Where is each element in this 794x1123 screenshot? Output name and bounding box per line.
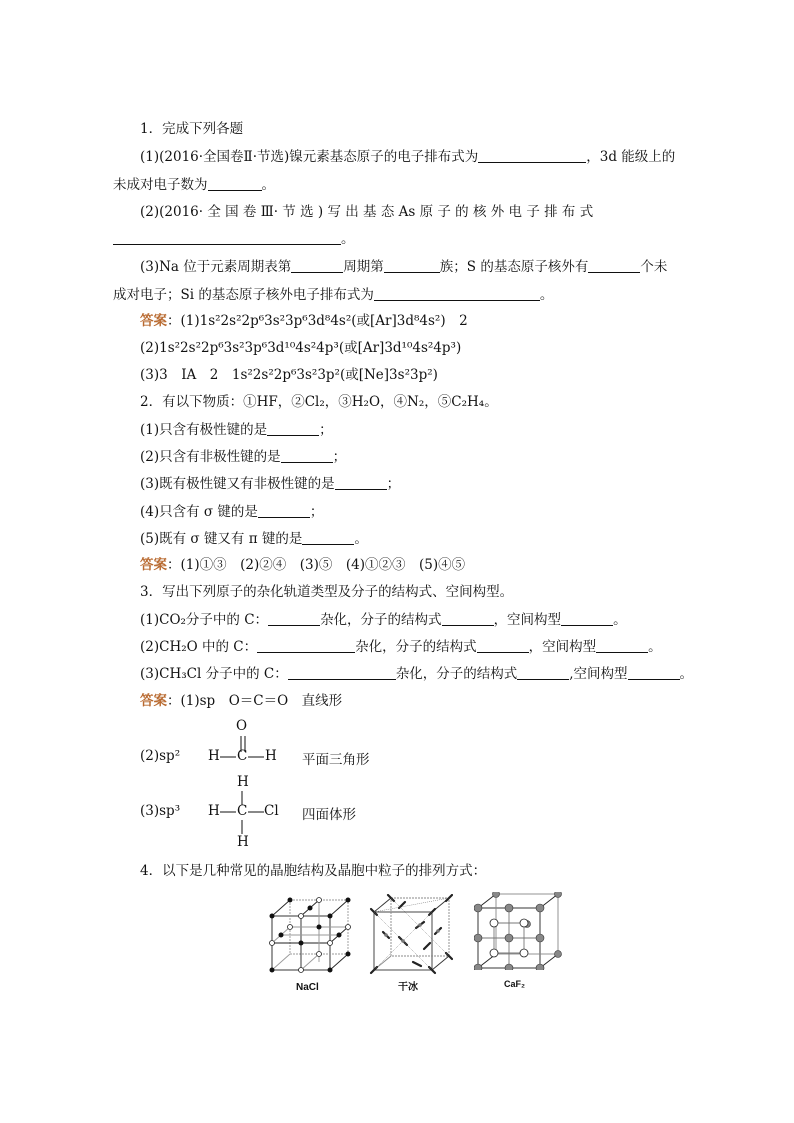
blank[interactable]: [374, 286, 540, 301]
caf2-label: CaF₂: [504, 979, 526, 989]
formaldehyde-h-left: H: [208, 748, 220, 764]
blank[interactable]: [561, 611, 613, 626]
blank[interactable]: [267, 421, 319, 436]
blank[interactable]: [288, 665, 396, 680]
dry-ice-label: 干冰: [398, 982, 418, 993]
q1-part1-line1: (1)(2016·全国卷Ⅱ·节选)镍元素基态原子的电子排布式为 ，3d 能级上的: [140, 149, 676, 165]
q2-item-1: (1)只含有极性键的是 ；: [140, 422, 333, 438]
blank[interactable]: [302, 530, 354, 545]
nacl-crystal-diagram: [268, 896, 354, 974]
bond-line: [248, 811, 264, 814]
blank[interactable]: [291, 258, 343, 273]
caf2-crystal-diagram: [474, 892, 562, 970]
q3-title: 3．写出下列原子的杂化轨道类型及分子的结构式、空间构型。: [140, 584, 514, 600]
q3-item-3: (3)CH₃Cl 分子中的 C： 杂化，分子的结构式 ,空间构型 。: [140, 666, 693, 682]
blank[interactable]: [442, 611, 494, 626]
q2-item-2: (2)只含有非极性键的是 ；: [140, 449, 347, 465]
q3-answer-1: 答案：(1)sp O＝C＝O 直线形: [140, 693, 343, 709]
q4-title: 4．以下是几种常见的晶胞结构及晶胞中粒子的排列方式：: [140, 863, 487, 879]
q1-part3-line1: (3)Na 位于元素周期表第 周期第 族；S 的基态原子核外有 个未: [140, 259, 668, 275]
q1-part2-line2: 。: [113, 229, 355, 249]
q2-item-5: (5)既有 σ 键又有 π 键的是 。: [140, 531, 368, 547]
q1-answer-3: (3)3 IA 2 1s²2s²2p⁶3s²3p²(或[Ne]3s²3p²): [140, 367, 438, 383]
q1-part2-line1: (2)(2016· 全 国 卷 Ⅲ· 节 选 ) 写 出 基 态 As 原 子 的 核 外 电 子 排 布 式: [140, 204, 594, 220]
dry-ice-crystal-diagram: [369, 894, 453, 976]
bond-line: [248, 756, 264, 759]
blank[interactable]: [257, 638, 355, 653]
q2-item-4: (4)只含有 σ 键的是 ；: [140, 504, 324, 520]
bond-line: [220, 756, 236, 759]
nacl-label: NaCl: [296, 982, 319, 993]
q1-answer-1: 答案：(1)1s²2s²2p⁶3s²3p⁶3d⁸4s²(或[Ar]3d⁸4s²) 2: [140, 313, 468, 329]
q2-answer: 答案：(1)①③ (2)②④ (3)⑤ (4)①②③ (5)④⑤: [140, 557, 466, 573]
blank[interactable]: [477, 638, 529, 653]
blank[interactable]: [335, 475, 387, 490]
q2-item-3: (3)既有极性键又有非极性键的是 ；: [140, 476, 401, 492]
blank[interactable]: [517, 665, 569, 680]
blank[interactable]: [384, 258, 440, 273]
blank[interactable]: [628, 665, 680, 680]
q3-item-2: (2)CH₂O 中的 C： 杂化，分子的结构式 ，空间构型 。: [140, 639, 662, 655]
formaldehyde-c: C: [237, 748, 248, 764]
formaldehyde-h-right: H: [265, 748, 277, 764]
blank[interactable]: [596, 638, 648, 653]
q3-item-1: (1)CO₂分子中的 C： 杂化，分子的结构式 ，空间构型 。: [140, 612, 627, 628]
formaldehyde-o: O: [236, 718, 248, 734]
answer-hybrid-sp3: (3)sp³: [140, 803, 181, 819]
blank[interactable]: [478, 148, 586, 163]
chloromethane-h-left: H: [208, 803, 220, 819]
q1-title: 1．完成下列各题: [140, 121, 244, 137]
blank[interactable]: [281, 448, 333, 463]
chloromethane-c: C: [237, 803, 248, 819]
blank[interactable]: [258, 503, 310, 518]
q1-answer-2: (2)1s²2s²2p⁶3s²3p⁶3d¹⁰4s²4p³(或[Ar]3d¹⁰4s²4p³): [140, 340, 462, 356]
q2-title: 2．有以下物质：①HF，②Cl₂，③H₂O，④N₂，⑤C₂H₄。: [140, 394, 498, 410]
bond-line: [220, 811, 236, 814]
blank[interactable]: [208, 176, 262, 191]
blank[interactable]: [268, 611, 320, 626]
blank[interactable]: [588, 258, 640, 273]
answer-shape-planar: 平面三角形: [302, 752, 370, 768]
answer-shape-tetrahedral: 四面体形: [302, 807, 356, 823]
answer-hybrid-sp2: (2)sp²: [140, 748, 181, 764]
chloromethane-h-top: H: [237, 774, 249, 790]
blank[interactable]: [113, 230, 341, 245]
q1-part3-line2: 成对电子；Si 的基态原子核外电子排布式为 。: [113, 287, 554, 303]
bond-line: [241, 820, 244, 834]
chloromethane-h-bottom: H: [237, 834, 249, 850]
chloromethane-cl: Cl: [264, 803, 279, 819]
q1-part1-line2: 未成对电子数为 。: [113, 177, 275, 193]
